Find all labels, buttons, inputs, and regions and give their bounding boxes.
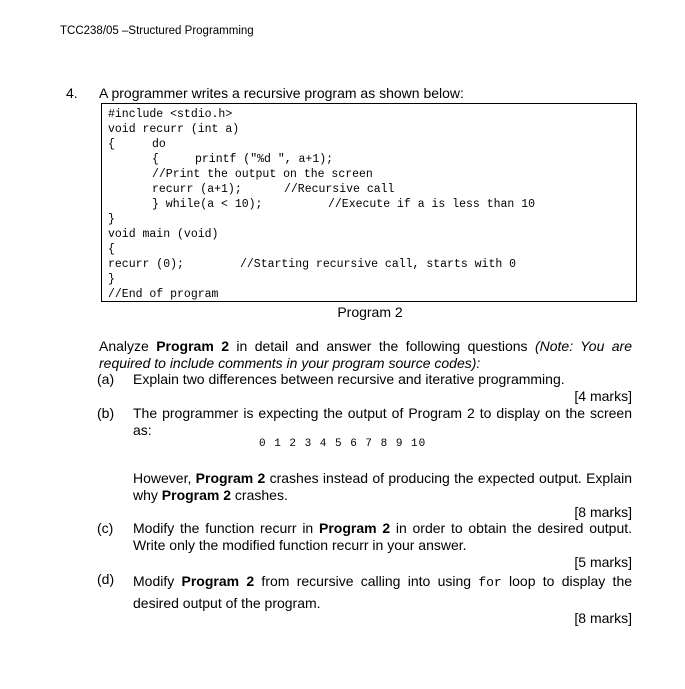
part-a-marks: [4 marks] <box>574 388 632 404</box>
part-c-marks: [5 marks] <box>574 554 632 570</box>
code-comment: //Recursive call <box>284 183 395 196</box>
part-a-text: Explain two differences between recursive and iterative programming. <box>133 371 565 387</box>
part-c-text: Modify the function recurr in Program 2 in order to obtain the desired output. Write only the modified function recurr in your answer. <box>133 520 633 553</box>
part-b-marks: [8 marks] <box>574 504 632 520</box>
code-line: { <box>108 138 115 151</box>
part-b-explanation: However, Program 2 crashes instead of producing the expected output. Explain why Program 2 crashes. <box>133 470 632 503</box>
expected-output: 0 1 2 3 4 5 6 7 8 9 10 <box>259 438 427 450</box>
part-b-label: (b) <box>97 405 115 421</box>
part-d-label: (d) <box>97 571 115 587</box>
code-line: #include <stdio.h> <box>108 108 233 121</box>
part-d-marks: [8 marks] <box>574 610 632 626</box>
question-number: 4. <box>66 85 78 101</box>
code-line: recurr (a+1); <box>152 183 242 196</box>
part-d-text: Modify Program 2 from recursive calling into using for loop to display the desired output of the program. <box>133 573 633 611</box>
analyze-paragraph: Analyze Program 2 in detail and answer the following questions (Note: You are required to include comments in your program source codes): <box>99 338 633 371</box>
code-line: } <box>108 273 115 286</box>
course-header: TCC238/05 –Structured Programming <box>60 25 254 37</box>
code-comment: //Starting recursive call, starts with 0 <box>240 258 517 271</box>
code-comment: //End of program <box>108 288 219 301</box>
code-line: { <box>108 243 115 256</box>
part-a-label: (a) <box>97 371 115 387</box>
code-line: } while(a < 10); <box>152 198 263 211</box>
code-line: { <box>152 153 159 166</box>
code-line: recurr (0); <box>108 258 184 271</box>
program-caption: Program 2 <box>337 304 403 320</box>
part-b-text: The programmer is expecting the output of Program 2 to display on the screen as: <box>133 405 632 438</box>
code-line: printf ("%d ", a+1); <box>195 153 334 166</box>
code-line: } <box>108 213 115 226</box>
code-line: void recurr (int a) <box>108 123 240 136</box>
question-intro: A programmer writes a recursive program as shown below: <box>99 85 464 101</box>
code-box <box>101 103 637 302</box>
code-line: do <box>152 138 166 151</box>
code-comment: //Print the output on the screen <box>152 168 373 181</box>
part-c-label: (c) <box>97 520 114 536</box>
code-line: void main (void) <box>108 228 219 241</box>
code-comment: //Execute if a is less than 10 <box>328 198 536 211</box>
